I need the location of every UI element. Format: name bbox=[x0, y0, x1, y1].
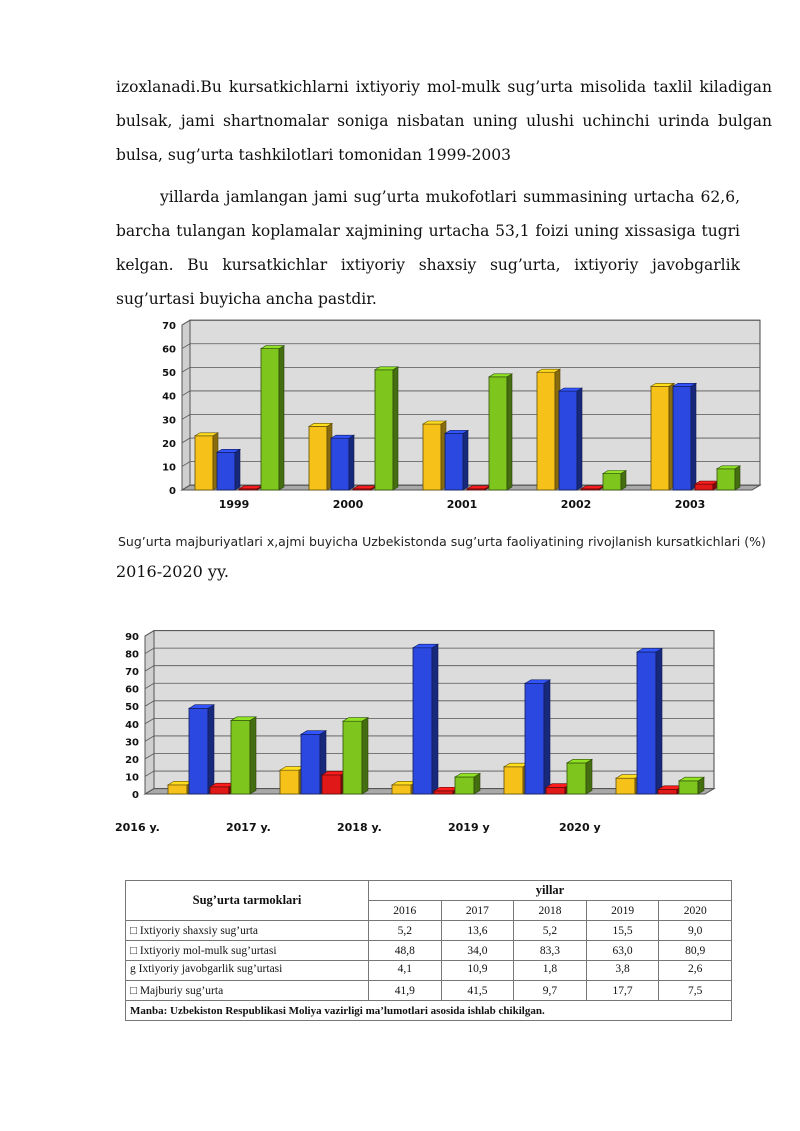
table-cell: 83,3 bbox=[514, 941, 587, 961]
table-row-label: g Ixtiyoriy javobgarlik sug’urtasi bbox=[126, 961, 369, 981]
y-tick-label: 0 bbox=[169, 486, 176, 497]
table-header-branches: Sug’urta tarmoklari bbox=[126, 881, 369, 921]
chart-caption: Sug’urta majburiyatlari x,ajmi buyicha Uzbekistonda sug’urta faoliyatining rivojlanish kursatkichlari (%) bbox=[118, 534, 766, 549]
bar bbox=[195, 433, 218, 490]
y-tick-label: 60 bbox=[162, 344, 176, 356]
bar bbox=[261, 346, 284, 490]
table-row bbox=[126, 941, 732, 961]
paragraph-2-line-4: sug’urtasi buyicha ancha pastdir. bbox=[116, 290, 377, 308]
bar bbox=[537, 369, 560, 490]
x-tick-label: 2018 y. bbox=[337, 821, 382, 834]
table-row-label: □ Majburiy sug’urta bbox=[126, 981, 369, 1001]
y-tick-label: 60 bbox=[125, 684, 139, 696]
bar bbox=[189, 705, 214, 794]
bar bbox=[467, 486, 490, 490]
y-tick-label: 70 bbox=[125, 667, 139, 679]
table-cell: 9,7 bbox=[514, 981, 587, 1001]
table-cell: 5,2 bbox=[369, 921, 442, 941]
bar bbox=[637, 648, 662, 794]
table-cell: 5,2 bbox=[514, 921, 587, 941]
y-tick-label: 10 bbox=[162, 462, 176, 474]
table-cell: 9,0 bbox=[659, 921, 732, 941]
paragraph-1: izoxlanadi.Bu kursatkichlarni ixtiyoriy mol-mulk sug’urta misolida taxlil kiladigan bulsak, jami shartnomalar soniga nisbatan uning ulushi uchinchi urinda bulgan bulsa, sug’urta tashkilotlari tomonidan 1999-2003 bbox=[116, 78, 772, 164]
x-tick-label: 2016 y. bbox=[115, 821, 160, 834]
x-tick-label: 2003 bbox=[674, 498, 706, 511]
table-cell: 34,0 bbox=[441, 941, 514, 961]
y-tick-label: 40 bbox=[162, 391, 176, 403]
bar bbox=[525, 680, 550, 794]
table-row bbox=[126, 961, 732, 981]
bar bbox=[413, 644, 438, 794]
table-row-label: □ Ixtiyoriy shaxsiy sug’urta bbox=[126, 921, 369, 941]
bar bbox=[309, 423, 332, 490]
y-tick-label: 50 bbox=[162, 368, 176, 380]
table-cell: 1,8 bbox=[514, 961, 587, 981]
bar bbox=[673, 383, 696, 490]
paragraph-2-line-3: kelgan. Bu kursatkichlar ixtiyoriy shaxsiy sug’urta, ixtiyoriy javobgarlik bbox=[116, 256, 740, 274]
x-tick-label: 2002 bbox=[560, 498, 592, 511]
table-year: 2019 bbox=[586, 901, 659, 921]
table-year: 2020 bbox=[659, 901, 732, 921]
bar bbox=[239, 486, 262, 490]
bar bbox=[559, 388, 582, 490]
table-year: 2018 bbox=[514, 901, 587, 921]
bar bbox=[231, 717, 256, 794]
table-cell: 13,6 bbox=[441, 921, 514, 941]
chart-side-wall bbox=[182, 320, 190, 490]
table-source-note: Manba: Uzbekiston Respublikasi Moliya vazirligi ma’lumotlari asosida ishlab chikilgan. bbox=[126, 1001, 732, 1021]
y-tick-label: 30 bbox=[125, 737, 139, 749]
bar bbox=[567, 759, 592, 794]
table-cell: 15,5 bbox=[586, 921, 659, 941]
bar bbox=[343, 718, 368, 794]
bar bbox=[353, 486, 376, 490]
chart-subtitle-years: 2016-2020 yy. bbox=[116, 562, 229, 581]
table-cell: 10,9 bbox=[441, 961, 514, 981]
y-tick-label: 20 bbox=[162, 438, 176, 450]
y-tick-label: 90 bbox=[125, 632, 139, 643]
paragraph-2-line-2: barcha tulangan koplamalar xajmining urtacha 53,1 foizi uning xissasiga tugri bbox=[116, 222, 740, 240]
table-year: 2016 bbox=[369, 901, 442, 921]
table-cell: 2,6 bbox=[659, 961, 732, 981]
bar bbox=[695, 481, 718, 490]
table-row bbox=[126, 921, 732, 941]
bar bbox=[217, 449, 240, 490]
x-tick-label: 1999 bbox=[218, 498, 250, 511]
x-tick-label: 2017 y. bbox=[226, 821, 271, 834]
bar bbox=[375, 367, 398, 490]
x-tick-label: 2000 bbox=[332, 498, 364, 511]
table-cell: 41,9 bbox=[369, 981, 442, 1001]
x-tick-label: 2019 y bbox=[448, 821, 490, 834]
table-cell: 4,1 bbox=[369, 961, 442, 981]
table-header-years: yillar bbox=[369, 881, 732, 901]
table-cell: 80,9 bbox=[659, 941, 732, 961]
x-tick-label: 2001 bbox=[446, 498, 478, 511]
x-tick-label: 2020 y bbox=[559, 821, 601, 834]
y-tick-label: 40 bbox=[125, 719, 139, 731]
table-cell: 48,8 bbox=[369, 941, 442, 961]
table-cell: 41,5 bbox=[441, 981, 514, 1001]
chart-side-wall bbox=[145, 631, 154, 794]
table-year: 2017 bbox=[441, 901, 514, 921]
table-cell: 17,7 bbox=[586, 981, 659, 1001]
insurance-table bbox=[125, 880, 732, 1021]
y-tick-label: 50 bbox=[125, 702, 139, 714]
y-tick-label: 20 bbox=[125, 754, 139, 766]
bar bbox=[423, 421, 446, 490]
bar bbox=[679, 777, 704, 794]
bar bbox=[489, 374, 512, 490]
y-tick-label: 80 bbox=[125, 649, 139, 661]
table-row-label: □ Ixtiyoriy mol-mulk sug’urtasi bbox=[126, 941, 369, 961]
table-cell: 3,8 bbox=[586, 961, 659, 981]
table-cell: 7,5 bbox=[659, 981, 732, 1001]
bar bbox=[331, 435, 354, 490]
paragraph-2 bbox=[116, 180, 740, 316]
bar bbox=[445, 430, 468, 490]
y-tick-label: 70 bbox=[162, 321, 176, 332]
y-tick-label: 30 bbox=[162, 415, 176, 427]
paragraph-2-line-1: yillarda jamlangan jami sug’urta mukofotlari summasining urtacha 62,6, bbox=[160, 188, 740, 206]
bar-chart-2016-2020 bbox=[110, 622, 740, 838]
table-row bbox=[126, 981, 732, 1001]
table-cell: 63,0 bbox=[586, 941, 659, 961]
y-tick-label: 0 bbox=[132, 790, 139, 801]
bar bbox=[717, 466, 740, 490]
bar bbox=[581, 486, 604, 490]
bar-chart-1999-2003 bbox=[150, 312, 770, 518]
y-tick-label: 10 bbox=[125, 772, 139, 784]
bar bbox=[603, 471, 626, 491]
bar bbox=[651, 383, 674, 490]
bar bbox=[455, 773, 480, 794]
